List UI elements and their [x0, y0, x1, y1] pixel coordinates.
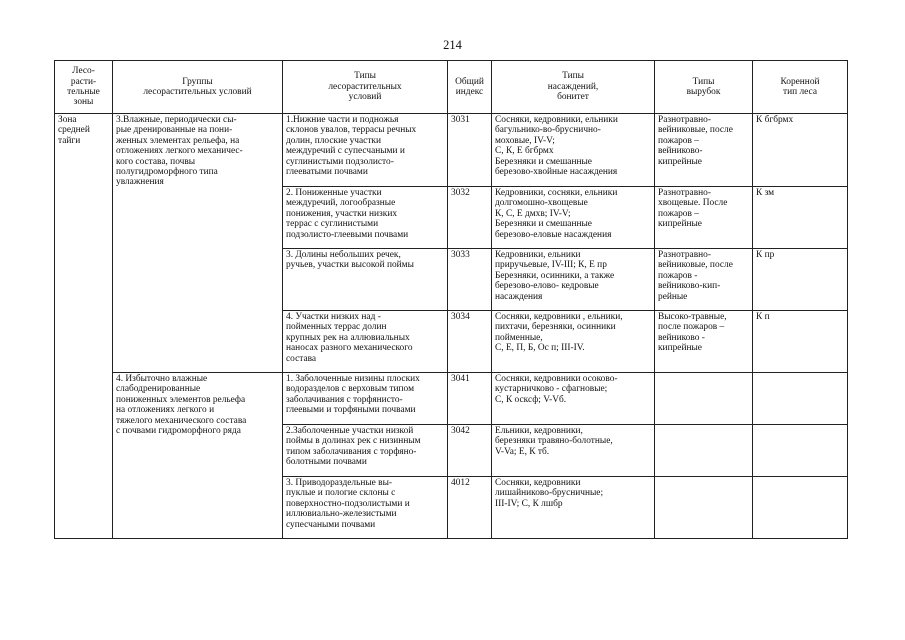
- native-cell: [753, 425, 848, 477]
- stands-cell: Кедровники, ельники приручьевые, IV-III; К, Е пр Березняки, осинники, а также березово-елово- кедровые насаждения: [492, 249, 655, 311]
- header-groups: Группы лесорастительных условий: [113, 61, 283, 114]
- stands-cell: Кедровники, сосняки, ельники долгомошно-хвощевые К, С, Е дмхв; IV-V; Березняки и смешанные березово-еловые насаждения: [492, 187, 655, 249]
- cuts-cell: [655, 373, 753, 425]
- native-cell: К бгбрмх: [753, 114, 848, 187]
- conditions-cell: 3. Долины небольших речек, ручьев, участки высокой поймы: [283, 249, 448, 311]
- cuts-cell: Разнотравно- хвощевые. После пожаров – кипрейные: [655, 187, 753, 249]
- index-cell: 3033: [448, 249, 492, 311]
- stands-cell: Сосняки, кедровники, ельники багульнико-во-бруснично- моховые, IV-V; С, К, Е бгбрмх Березняки и смешанные березово-хвойные насаждения: [492, 114, 655, 187]
- cuts-cell: [655, 425, 753, 477]
- native-cell: [753, 373, 848, 425]
- native-cell: К п: [753, 311, 848, 373]
- native-cell: [753, 477, 848, 539]
- header-zone: Лесо- расти- тельные зоны: [55, 61, 113, 114]
- header-native: Коренной тип леса: [753, 61, 848, 114]
- index-cell: 3031: [448, 114, 492, 187]
- native-cell: К зм: [753, 187, 848, 249]
- forest-types-table: [54, 60, 848, 539]
- index-cell: 3042: [448, 425, 492, 477]
- conditions-cell: 4. Участки низких над - пойменных террас долин крупных рек на аллювиальных наносах разного механического состава: [283, 311, 448, 373]
- header-stands: Типы насаждений, бонитет: [492, 61, 655, 114]
- index-cell: 4012: [448, 477, 492, 539]
- conditions-cell: 3. Приводораздельные вы- пуклые и пологие склоны с поверхностно-подзолистыми и иллювиально-железистыми супесчаными почвами: [283, 477, 448, 539]
- cuts-cell: Разнотравно- вейниковые, после пожаров – вейниково- кипрейные: [655, 114, 753, 187]
- index-cell: 3034: [448, 311, 492, 373]
- stands-cell: Сосняки, кедровники лишайниково-брусничные; III-IV; С, К лшбр: [492, 477, 655, 539]
- table-header-row: [55, 61, 848, 114]
- conditions-cell: 1. Заболоченные низины плоских водоразделов с верховым типом заболачивания с торфянисто- глеевыми и торфяными почвами: [283, 373, 448, 425]
- index-cell: 3041: [448, 373, 492, 425]
- cuts-cell: Высоко-травные, после пожаров – вейниково - кипрейные: [655, 311, 753, 373]
- conditions-cell: 2. Пониженные участки междуречий, логообразные понижения, участки низких террас с суглинистыми подзолисто-глеевыми почвами: [283, 187, 448, 249]
- table-row: [55, 114, 848, 187]
- table-row: [55, 373, 848, 425]
- group-cell: 4. Избыточно влажные слабодренированные пониженных элементов рельефа на отложениях легкого и тяжелого механического состава с почвами гидроморфного ряда: [113, 373, 283, 539]
- native-cell: К пр: [753, 249, 848, 311]
- stands-cell: Сосняки, кедровники , ельники, пихтачи, березняки, осинники пойменные, С, Е, П, Б, Ос п; III-IV.: [492, 311, 655, 373]
- zone-cell: Зона средней тайги: [55, 114, 113, 539]
- header-cuts: Типы вырубок: [655, 61, 753, 114]
- cuts-cell: [655, 477, 753, 539]
- conditions-cell: 2.Заболоченные участки низкой поймы в долинах рек с низинным типом заболачивания с торфяно- болотными почвами: [283, 425, 448, 477]
- conditions-cell: 1.Нижние части и подножья склонов увалов, террасы речных долин, плоские участки междуречий с супесчаными и суглинистыми подзолисто- глееватыми почвами: [283, 114, 448, 187]
- header-conditions: Типы лесорастительных условий: [283, 61, 448, 114]
- stands-cell: Ельники, кедровники, березняки травяно-болотные, V-Va; Е, К тб.: [492, 425, 655, 477]
- index-cell: 3032: [448, 187, 492, 249]
- page-number: 214: [443, 38, 462, 52]
- stands-cell: Сосняки, кедровники осоково- кустарничково - сфагновые; С, К осксф; V-Vб.: [492, 373, 655, 425]
- group-cell: 3.Влажные, периодически сы- рые дренированные на пони- женных элементах рельефа, на отложениях легкого механичес- кого состава, почвы полугидроморфного типа увлажнения: [113, 114, 283, 373]
- cuts-cell: Разнотравно- вейниковые, после пожаров - вейниково-кип- рейные: [655, 249, 753, 311]
- header-index: Общий индекс: [448, 61, 492, 114]
